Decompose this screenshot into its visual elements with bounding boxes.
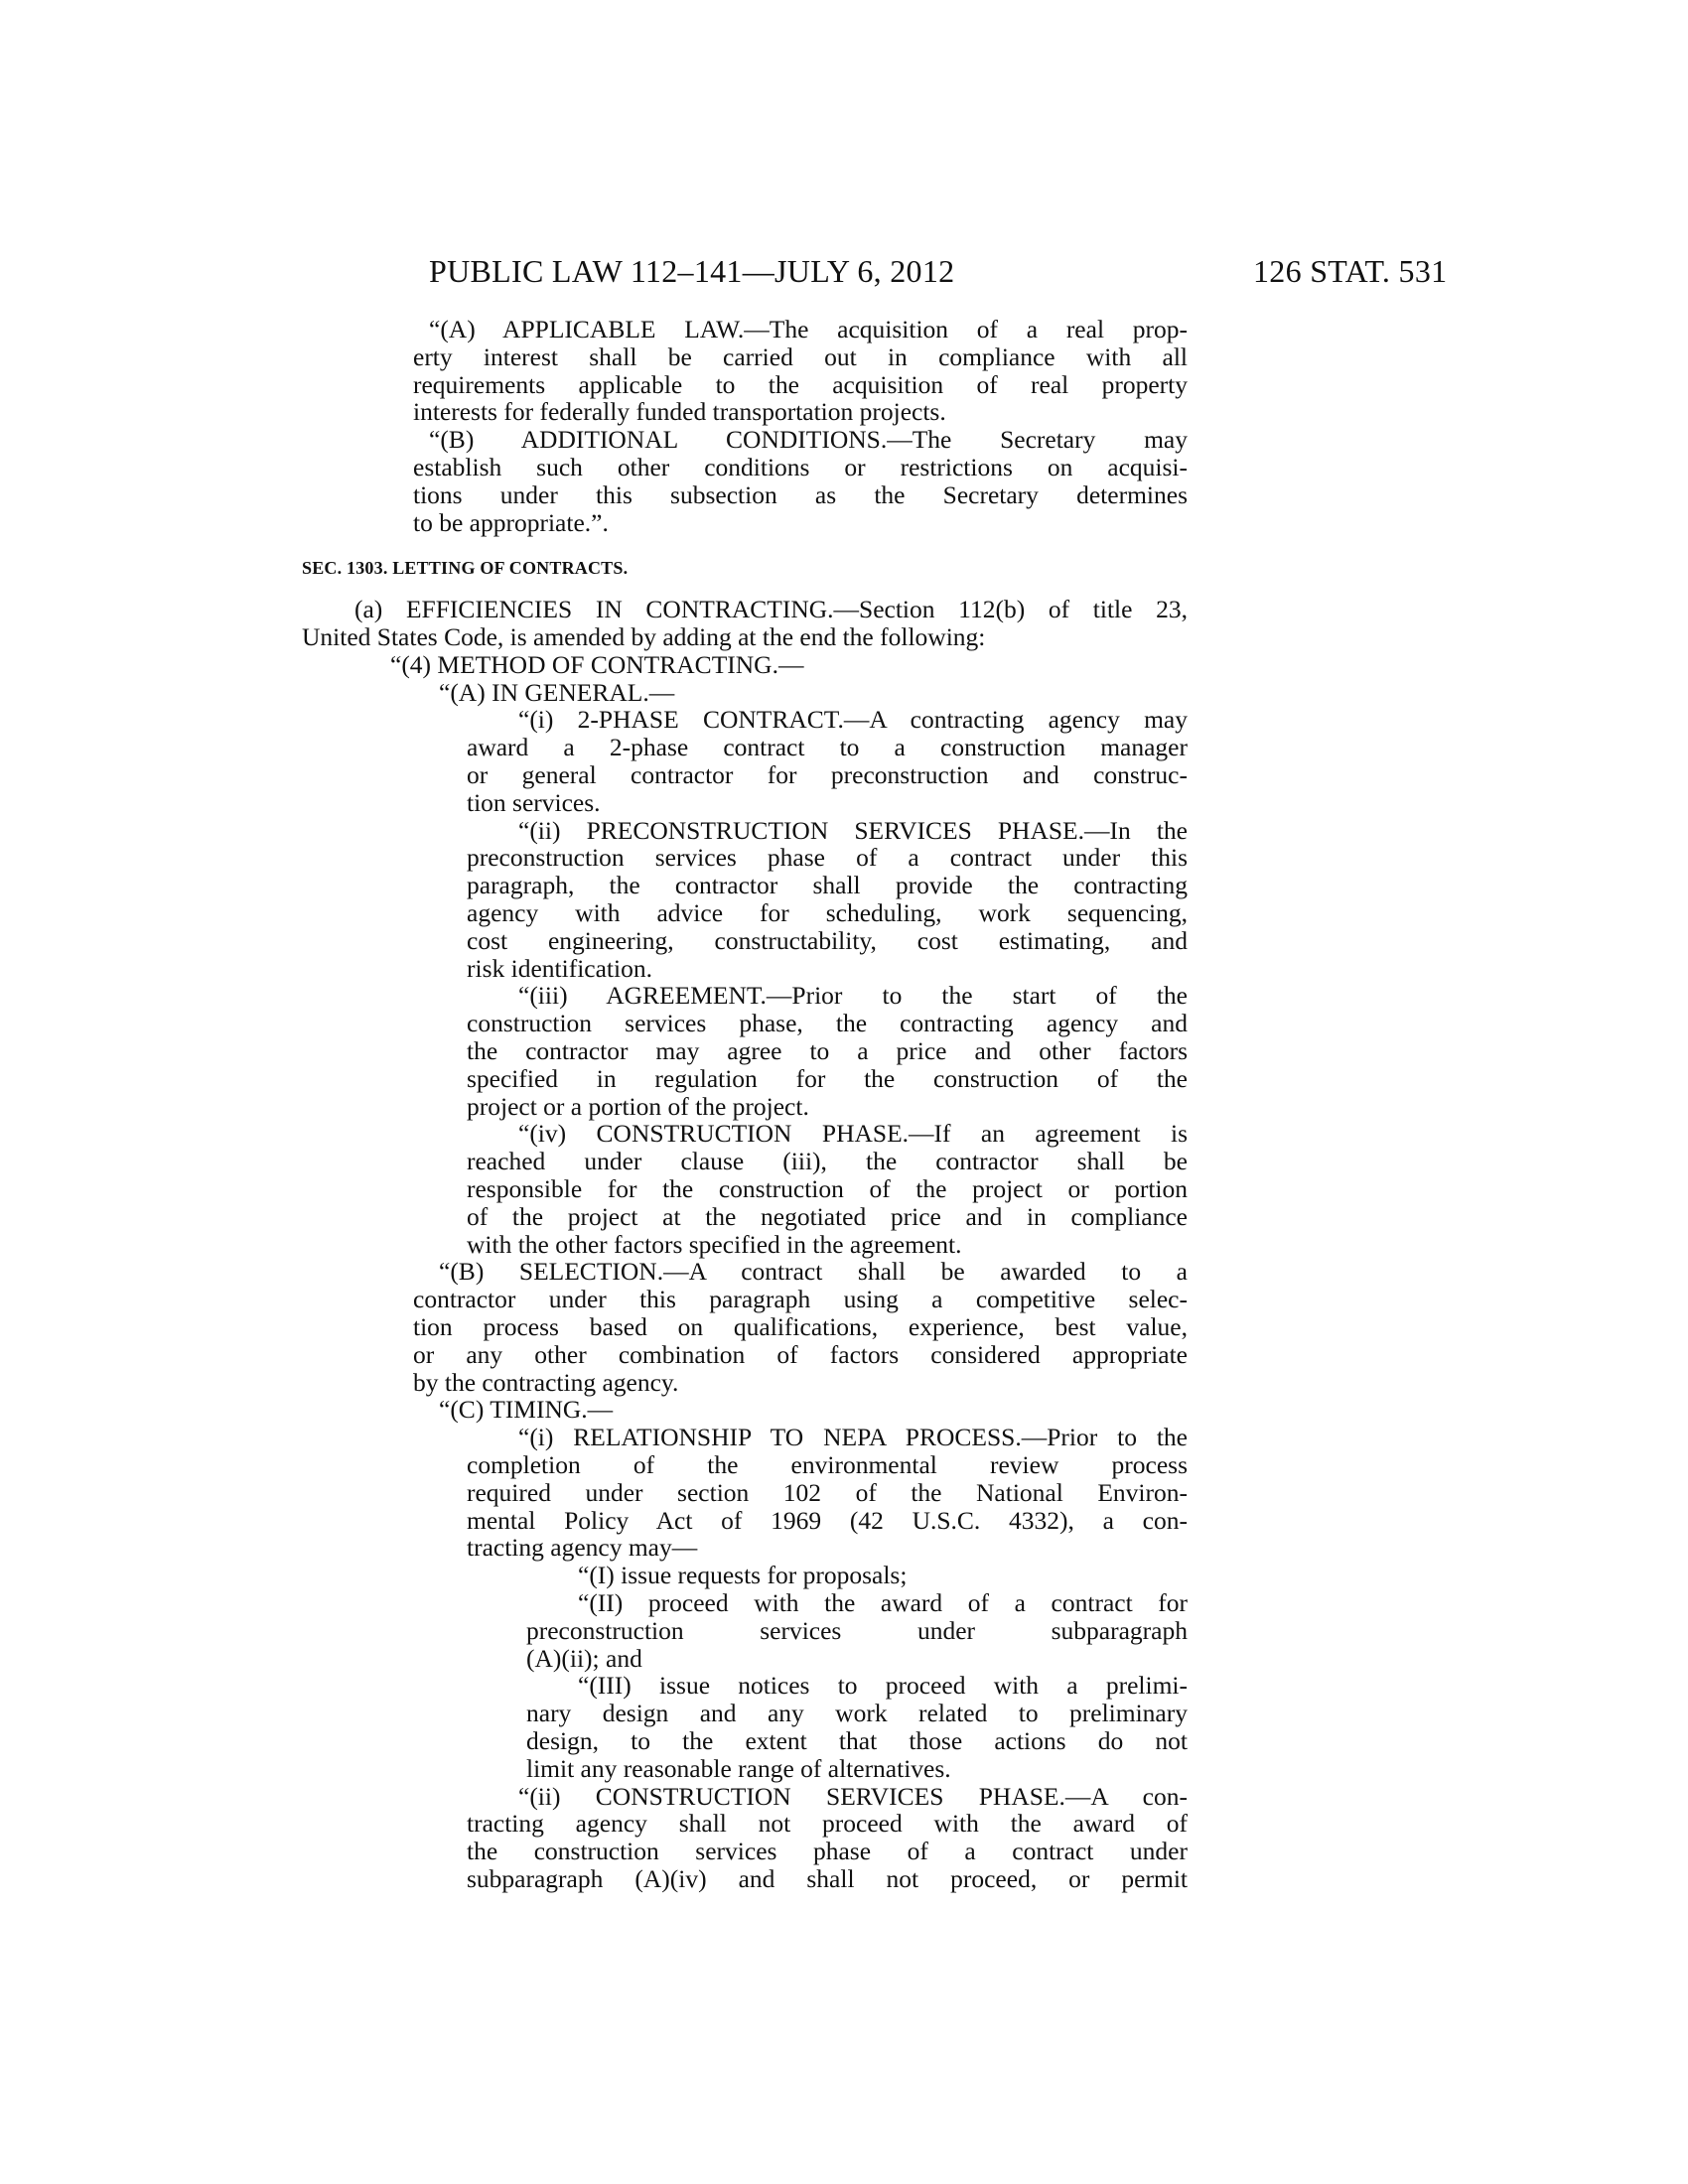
text-line: design, to the extent that those actions do not	[526, 1726, 1188, 1755]
text-line: the contractor may agree to a price and other factors	[467, 1036, 1188, 1065]
text-line: United States Code, is amended by adding at the end the following:	[302, 622, 986, 651]
text-line: requirements applicable to the acquisition of real property	[413, 369, 1188, 399]
text-line: completion of the environmental review process	[467, 1450, 1188, 1479]
text-line: “(iii) AGREEMENT.—Prior to the start of the	[518, 981, 1188, 1011]
text-line: mental Policy Act of 1969 (42 U.S.C. 4332), a con-	[467, 1505, 1188, 1535]
text-line: contractor under this paragraph using a competitive selec-	[413, 1285, 1188, 1314]
text-line: required under section 102 of the National Environ-	[467, 1477, 1188, 1507]
text-line: preconstruction services phase of a contract under this	[467, 843, 1188, 873]
text-line: “(ii) PRECONSTRUCTION SERVICES PHASE.—In the	[518, 815, 1188, 845]
text-line: responsible for the construction of the project or portion	[467, 1174, 1188, 1203]
text-line: “(A) APPLICABLE LAW.—The acquisition of a real prop-	[429, 315, 1188, 343]
text-line: cost engineering, constructability, cost estimating, and	[467, 925, 1188, 955]
text-line: tions under this subsection as the Secretary determines	[413, 479, 1188, 509]
text-line: construction services phase, the contracting agency and	[467, 1009, 1188, 1038]
text-line: interests for federally funded transportation projects.	[413, 397, 946, 427]
text-line: establish such other conditions or restrictions on acquisi-	[413, 453, 1188, 481]
text-line: “(ii) CONSTRUCTION SERVICES PHASE.—A con-	[518, 1781, 1188, 1811]
text-line: “(i) RELATIONSHIP TO NEPA PROCESS.—Prior to the	[518, 1423, 1188, 1452]
text-line: nary design and any work related to preliminary	[526, 1699, 1188, 1728]
text-line: subparagraph (A)(iv) and shall not proceed, or permit	[467, 1864, 1188, 1893]
running-header-title: PUBLIC LAW 112–141—JULY 6, 2012	[429, 253, 955, 289]
text-line: paragraph, the contractor shall provide the contracting	[467, 871, 1188, 900]
text-line: or any other combination of factors considered appropriate	[413, 1339, 1188, 1369]
text-line: tion process based on qualifications, experience, best value,	[413, 1312, 1188, 1341]
text-line: (a) EFFICIENCIES IN CONTRACTING.—Section 112(b) of title 23,	[354, 595, 1188, 624]
text-line: by the contracting agency.	[413, 1367, 679, 1397]
text-line: “(I) issue requests for proposals;	[578, 1561, 908, 1590]
text-line: “(B) ADDITIONAL CONDITIONS.—The Secretary may	[429, 425, 1188, 455]
text-line: “(4) METHOD OF CONTRACTING.—	[390, 649, 804, 679]
text-line: preconstruction services under subparagraph	[526, 1615, 1188, 1645]
text-line: specified in regulation for the construction of the	[467, 1063, 1188, 1093]
text-line: or general contractor for preconstruction and construc-	[467, 760, 1188, 789]
text-line: to be appropriate.”.	[413, 507, 609, 537]
text-line: “(B) SELECTION.—A contract shall be awarded to a	[439, 1257, 1188, 1287]
text-line: “(i) 2-PHASE CONTRACT.—A contracting agency may	[518, 705, 1188, 735]
text-line: with the other factors specified in the agreement.	[467, 1229, 962, 1259]
statute-page-number: 126 STAT. 531	[1253, 253, 1448, 289]
text-line: risk identification.	[467, 953, 652, 983]
text-line: “(A) IN GENERAL.—	[439, 677, 675, 707]
text-line: tion services.	[467, 787, 601, 817]
text-line: award a 2-phase contract to a construction manager	[467, 733, 1188, 762]
text-line: “(II) proceed with the award of a contract for	[578, 1588, 1188, 1617]
text-line: the construction services phase of a contract under	[467, 1837, 1188, 1866]
text-line: erty interest shall be carried out in compliance with all	[413, 341, 1188, 371]
text-line: reached under clause (iii), the contractor shall be	[467, 1147, 1188, 1176]
text-line: tracting agency shall not proceed with the award of	[467, 1809, 1188, 1839]
text-line: tracting agency may—	[467, 1533, 698, 1563]
text-line: “(iv) CONSTRUCTION PHASE.—If an agreement is	[518, 1119, 1188, 1149]
text-line: of the project at the negotiated price and in compliance	[467, 1201, 1188, 1231]
text-line: limit any reasonable range of alternatives.	[526, 1753, 951, 1783]
text-line: agency with advice for scheduling, work sequencing,	[467, 898, 1188, 927]
section-heading: SEC. 1303. LETTING OF CONTRACTS.	[302, 558, 629, 579]
text-line: project or a portion of the project.	[467, 1091, 809, 1121]
text-line: “(C) TIMING.—	[439, 1395, 614, 1425]
text-line: (A)(ii); and	[526, 1643, 642, 1673]
text-line: “(III) issue notices to proceed with a prelimi-	[578, 1671, 1188, 1701]
